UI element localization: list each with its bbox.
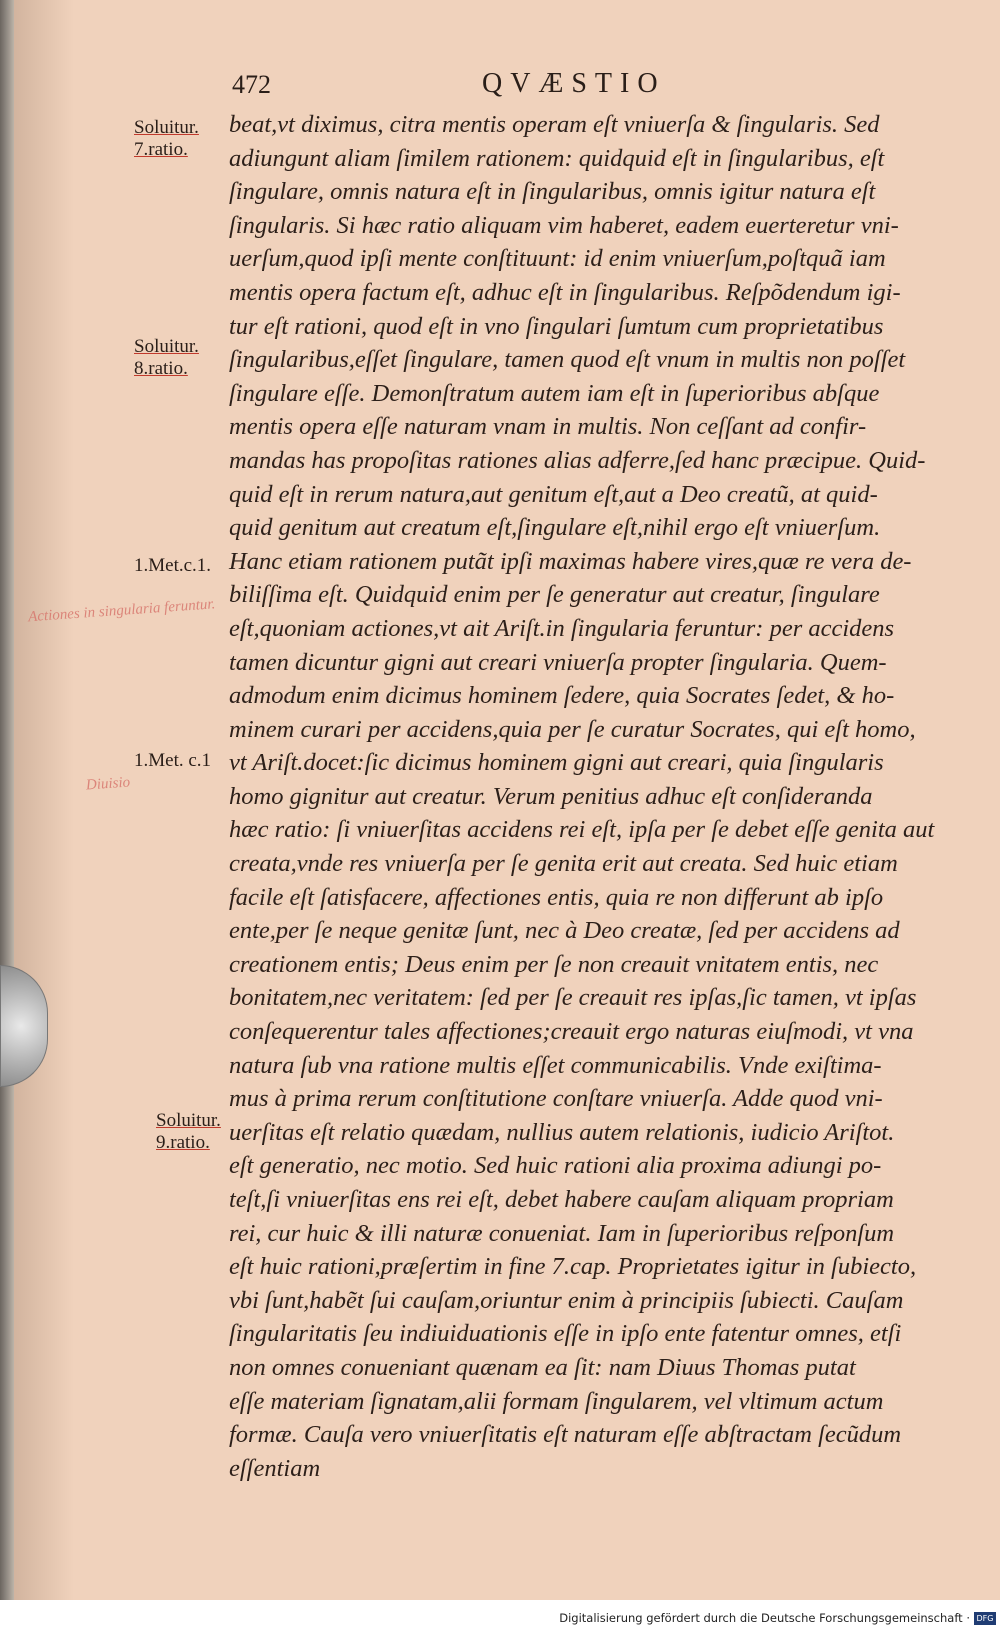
margin-note-met-1 <box>134 555 211 577</box>
handwritten-note-diuisio: Diuisio <box>85 774 131 794</box>
text-line: facile eſt ſatisfacere, affectiones entis, quia re non differunt ab ipſo <box>229 883 884 911</box>
margin-note-line: 1.Met.c.1. <box>134 555 212 576</box>
text-line: bonitatem,nec veritatem: ſed per ſe creauit res ipſas,ſic tamen, vt ipſas <box>229 984 917 1012</box>
page-number: 472 <box>232 70 271 99</box>
margin-note-soluitur-8 <box>134 336 199 380</box>
book-edge <box>0 0 14 1600</box>
text-line: rei, cur huic & illi naturæ conueniat. Iam in ſuperioribus reſponſum <box>229 1219 895 1247</box>
text-line: eſt,quoniam actiones,vt ait Ariſt.in ſingularia feruntur: per accidens <box>229 614 895 642</box>
text-line: teſt,ſi vniuerſitas ens rei eſt, debet habere cauſam aliquam propriam <box>229 1186 894 1213</box>
text-line: admodum enim dicimus hominem ſedere, quia Socrates ſedet, & ho- <box>229 682 895 710</box>
page-header <box>14 64 1000 104</box>
text-line: creationem entis; Deus enim per ſe non creauit vnitatem entis, nec <box>229 950 879 978</box>
text-line: natura ſub vna ratione multis eſſet communicabilis. Vnde exiſtima- <box>229 1051 882 1079</box>
text-line: homo gignitur aut creatur. Verum penitius adhuc eſt conſideranda <box>229 782 873 810</box>
text-line: mus à prima rerum conſtitutione conſtare vniuerſa. Adde quod vni- <box>229 1085 883 1113</box>
text-line: uerſum,quod ipſi mente conſtituunt: id enim vniuerſum,poſtquã iam <box>229 245 886 273</box>
text-line: ſingulare, omnis natura eſt in ſingularibus, omnis igitur natura eſt <box>229 178 876 206</box>
text-line: formæ. Cauſa vero vniuerſitatis eſt naturam eſſe abſtractam ſecũdum <box>229 1421 902 1449</box>
text-line: quid eſt in rerum natura,aut genitum eſt,aut a Deo creatũ, at quid- <box>229 480 878 508</box>
text-line: mandas has propoſitas rationes alias adferre,ſed hanc præcipue. Quid- <box>229 446 926 474</box>
text-line: vbi ſunt,habẽt ſui cauſam,oriuntur enim à principiis ſubiecti. Cauſam <box>229 1286 904 1314</box>
text-line: hæc ratio: ſi vniuerſitas accidens rei eſt, ipſa per ſe debet eſſe genita aut <box>229 816 935 844</box>
handwritten-note-actiones: Actiones in singularia feruntur. <box>27 596 216 626</box>
margin-note-line: 7.ratio. <box>134 139 188 160</box>
text-line: tur eſt rationi, quod eſt in vno ſingulari ſumtum cum proprietatibus <box>229 312 884 340</box>
text-line: ſingularibus,eſſet ſingulare, tamen quod eſt vnum in multis non poſſet <box>229 346 906 374</box>
margin-note-line: Soluitur. <box>134 336 199 357</box>
text-line: tamen dicuntur gigni aut creari vniuerſa propter ſingularia. Quem- <box>229 648 887 676</box>
text-line: mentis opera eſſe naturam vnam in multis. Non ceſſant ad confir- <box>229 413 867 441</box>
book-page <box>14 0 1000 1600</box>
running-title: QVÆSTIO <box>482 68 666 99</box>
margin-note-line: Soluitur. <box>134 117 199 138</box>
margin-note-line: 9.ratio. <box>156 1132 210 1153</box>
text-line: eſſe materiam ſignatam,alii formam ſingularem, vel vltimum actum <box>229 1387 884 1415</box>
footer-bar <box>0 1610 1000 1627</box>
margin-note-soluitur-9 <box>156 1110 221 1154</box>
text-line: vt Ariſt.docet:ſic dicimus hominem gigni aut creari, quia ſingularis <box>229 749 884 777</box>
text-line: non omnes conueniant quænam ea ſit: nam Diuus Thomas putat <box>229 1353 856 1381</box>
text-line: ſingularis. Si hæc ratio aliquam vim haberet, eadem euerteretur vni- <box>229 211 899 239</box>
margin-note-met-2 <box>134 750 211 772</box>
margin-note-line: 1.Met. c.1 <box>134 750 212 771</box>
body-text <box>229 108 969 1485</box>
text-line: adiungunt aliam ſimilem rationem: quidquid eſt in ſingularibus, eſt <box>229 144 885 172</box>
margin-note-soluitur-7 <box>134 117 199 161</box>
text-line: ente,per ſe neque genitæ ſunt, nec à Deo creatæ, ſed per accidens ad <box>229 917 900 945</box>
digitization-credit: Digitalisierung gefördert durch die Deutsche Forschungsgemeinschaft · <box>559 1611 970 1625</box>
text-line: minem curari per accidens,quia per ſe curatur Socrates, qui eſt homo, <box>229 715 916 743</box>
text-line: ſingulare eſſe. Demonſtratum autem iam eſt in ſuperioribus abſque <box>229 379 880 407</box>
margin-note-line: 8.ratio. <box>134 358 188 379</box>
text-line: eſt generatio, nec motio. Sed huic rationi alia proxima adiungi po- <box>229 1152 882 1180</box>
text-line: eſſentiam <box>229 1454 321 1482</box>
text-line: ſingularitatis ſeu indiuiduationis eſſe in ipſo ente fatentur omnes, etſi <box>229 1320 902 1348</box>
text-line: beat,vt diximus, citra mentis operam eſt vniuerſa & ſingularis. Sed <box>229 111 880 138</box>
text-line: Hanc etiam rationem putãt ipſi maximas habere vires,quæ re vera de- <box>229 547 912 575</box>
margin-note-line: Soluitur. <box>156 1110 221 1131</box>
text-line: uerſitas eſt relatio quædam, nullius autem relationis, iudicio Ariſtot. <box>229 1118 895 1146</box>
text-line: biliſſima eſt. Quidquid enim per ſe generatur aut creatur, ſingulare <box>229 581 880 609</box>
text-line: conſequerentur tales affectiones;creauit ergo naturas eiuſmodi, vt vna <box>229 1018 914 1046</box>
text-line: eſt huic rationi,præſertim in fine 7.cap. Proprietates igitur in ſubiecto, <box>229 1253 917 1281</box>
dfg-logo: DFG <box>974 1612 996 1625</box>
text-line: creata,vnde res vniuerſa per ſe genita erit aut creata. Sed huic etiam <box>229 850 898 878</box>
text-line: mentis opera factum eſt, adhuc eſt in ſingularibus. Reſpõdendum igi- <box>229 278 901 306</box>
text-line: quid genitum aut creatum eſt,ſingulare eſt,nihil ergo eſt vniuerſum. <box>229 514 881 542</box>
